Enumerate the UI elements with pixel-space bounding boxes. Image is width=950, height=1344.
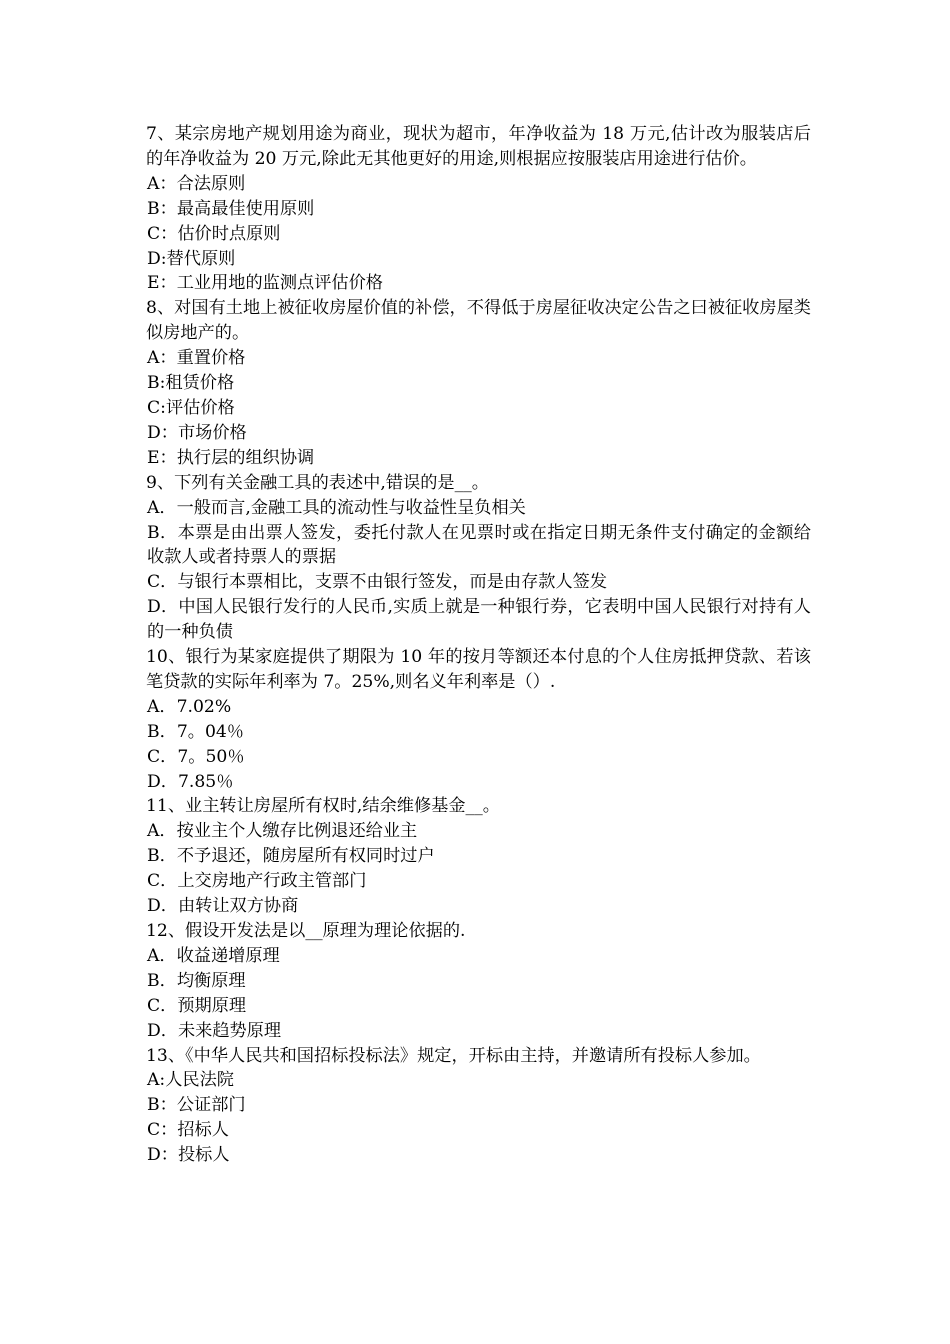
option-a: A．按业主个人缴存比例退还给业主 xyxy=(147,821,418,842)
option-list xyxy=(146,1068,811,1168)
option-b: B．不予退还，随房屋所有权同时过户 xyxy=(147,846,435,867)
question-stem: 12、假设开发法是以__原理为理论依据的. xyxy=(146,921,466,941)
option-list xyxy=(146,346,811,471)
option-d: D：投标人 xyxy=(147,1145,230,1166)
option-list xyxy=(146,695,811,795)
question-10 xyxy=(146,645,811,794)
option-a: A．7.02% xyxy=(147,696,232,717)
option-c: C：估价时点原则 xyxy=(147,223,281,244)
option-list xyxy=(146,944,811,1044)
option-d: D．未来趋势原理 xyxy=(147,1020,282,1041)
option-b: B：公证部门 xyxy=(147,1095,246,1116)
question-stem: 8、对国有土地上被征收房屋价值的补偿，不得低于房屋征收决定公告之曰被征收房屋类似房地产的。 xyxy=(146,298,811,344)
option-e: E：执行层的组织协调 xyxy=(147,447,315,468)
option-c: C．7。50％ xyxy=(147,746,245,767)
question-8 xyxy=(146,296,811,470)
question-stem: 13、《中华人民共和国招标投标法》规定，开标由主持，并邀请所有投标人参加。 xyxy=(146,1045,761,1066)
question-stem: 11、业主转让房屋所有权时,结余维修基金__。 xyxy=(146,796,500,817)
option-b: B：最高最佳使用原则 xyxy=(147,198,315,219)
option-a: A．收益递增原理 xyxy=(147,945,280,966)
question-9 xyxy=(146,471,811,645)
option-e: E：工业用地的监测点评估价格 xyxy=(147,273,383,294)
option-a: A:人民法院 xyxy=(147,1070,234,1091)
option-d: D．中国人民银行发行的人民币,实质上就是一种银行券，它表明中国人民银行对持有人的一种负债 xyxy=(147,597,811,643)
option-d: D:替代原则 xyxy=(147,248,236,269)
option-b: B．7。04％ xyxy=(147,721,244,742)
question-13 xyxy=(146,1044,811,1169)
option-list xyxy=(146,819,811,919)
option-a: A：重置价格 xyxy=(147,348,246,369)
option-list xyxy=(146,172,811,297)
option-c: C:评估价格 xyxy=(147,397,235,418)
option-d: D．7.85％ xyxy=(147,771,234,792)
option-b: B:租赁价格 xyxy=(147,373,235,394)
question-7 xyxy=(146,122,811,296)
option-b: B．均衡原理 xyxy=(147,970,246,991)
question-stem: 9、下列有关金融工具的表述中,错误的是__。 xyxy=(146,472,489,493)
option-d: D．由转让双方协商 xyxy=(147,896,299,917)
question-11 xyxy=(146,794,811,919)
document-page xyxy=(146,122,811,1168)
question-12 xyxy=(146,919,811,1044)
option-c: C．预期原理 xyxy=(147,995,247,1016)
option-a: A．一般而言,金融工具的流动性与收益性呈负相关 xyxy=(147,497,526,518)
option-c: C：招标人 xyxy=(147,1120,229,1141)
question-stem: 10、银行为某家庭提供了期限为 10 年的按月等额还本付息的个人住房抵押贷款、若该笔贷款的实际年利率为 7。25%,则名义年利率是（）. xyxy=(146,647,811,692)
option-d: D：市场价格 xyxy=(147,422,247,443)
option-c: C．上交房地产行政主管部门 xyxy=(147,871,367,892)
option-c: C．与银行本票相比，支票不由银行签发，而是由存款人签发 xyxy=(147,572,608,593)
option-a: A：合法原则 xyxy=(147,173,246,194)
question-stem: 7、某宗房地产规划用途为商业，现状为超市，年净收益为 18 万元,估计改为服装店后的年净收益为 20 万元,除此无其他更好的用途,则根据应按服装店用途进行估价。 xyxy=(146,124,811,169)
option-b: B．本票是由出票人签发，委托付款人在见票时或在指定日期无条件支付确定的金额给收款人或者持票人的票据 xyxy=(147,522,811,568)
option-list xyxy=(146,496,811,645)
